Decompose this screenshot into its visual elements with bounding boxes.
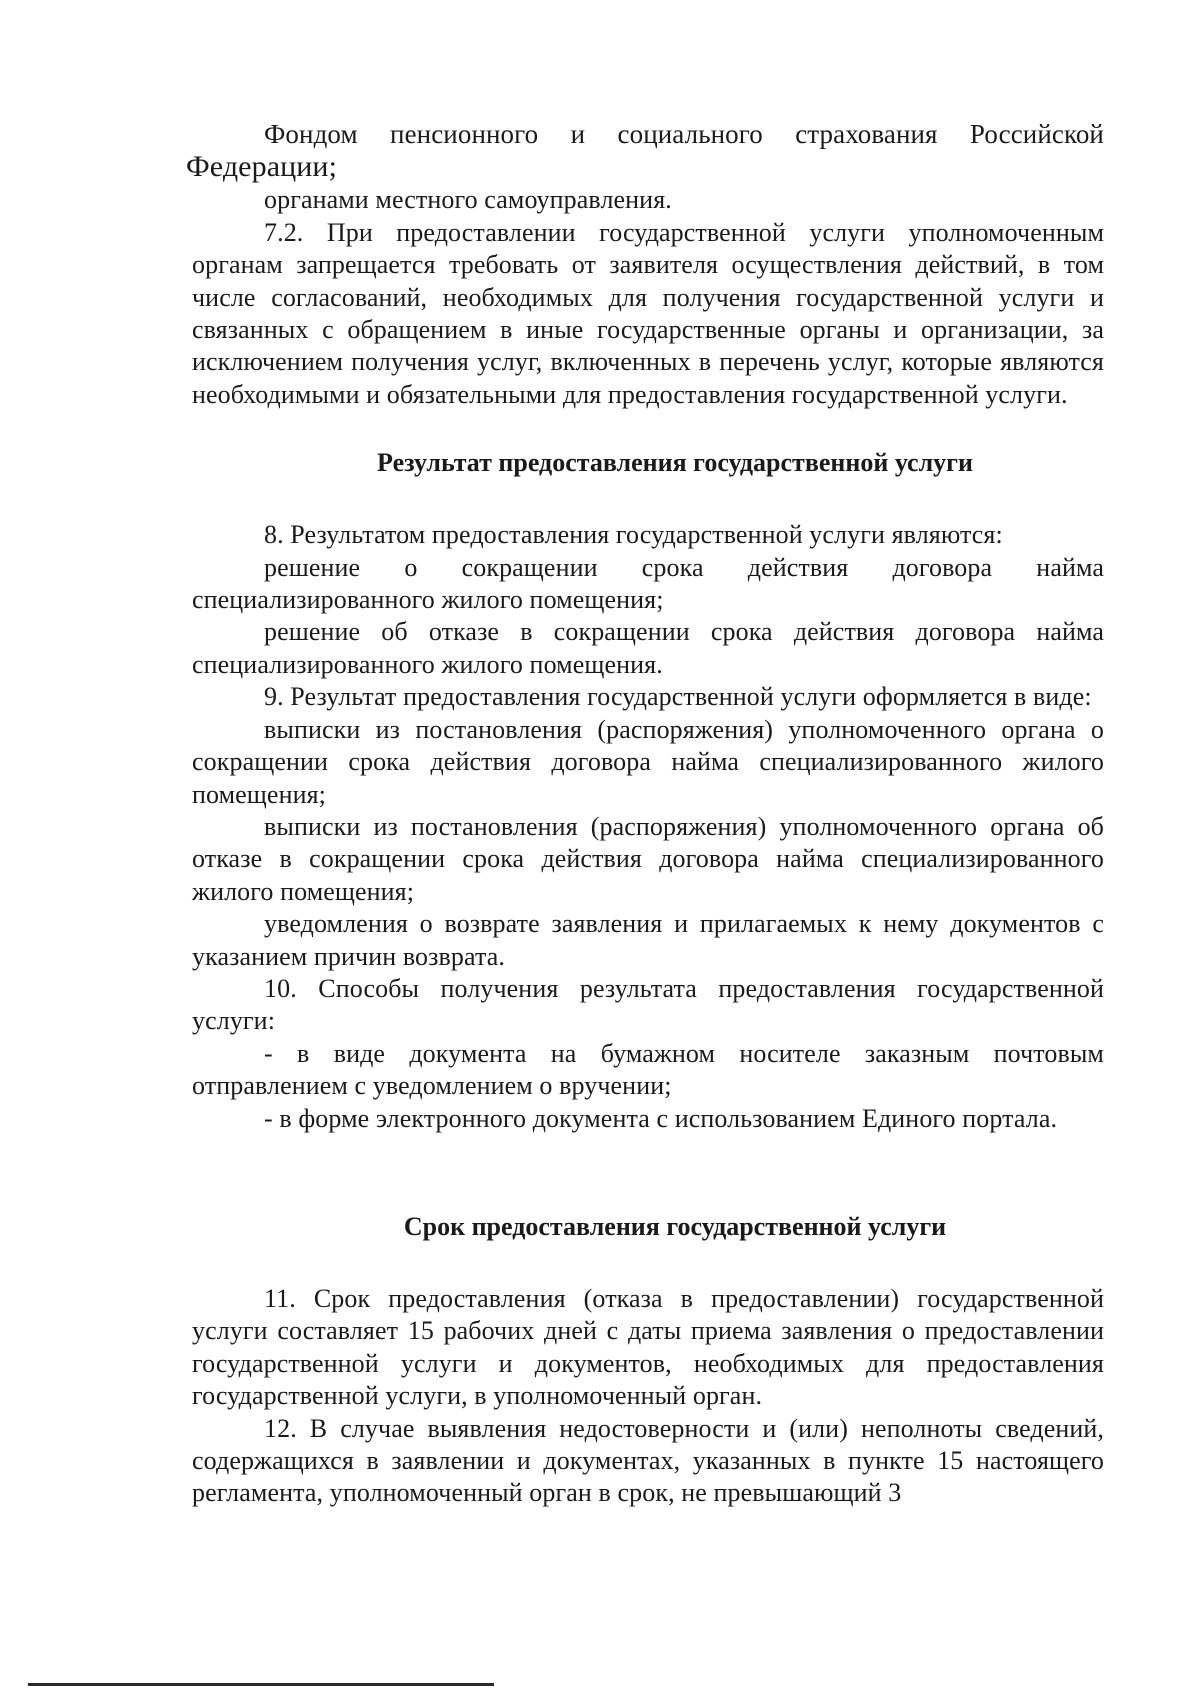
section1-paragraph: 8. Результатом предоставления государственной услуги являются: <box>264 520 1003 550</box>
intro-line-1: Фондом пенсионного и социального страхования Российской <box>264 119 1104 149</box>
intro-paragraph-2: органами местного самоуправления. <box>264 185 672 215</box>
section1-paragraph: выписки из постановления (распоряжения) уполномоченного органа об отказе в сокращении срока действия договора найма специализированного жилого помещения; <box>192 811 1104 906</box>
section2-paragraph: 11. Срок предоставления (отказа в предоставлении) государственной услуги составляет 15 рабочих дней с даты приема заявления о предоставлении государственной услуги и документов, необходимых для предоставления государственной услуги, в уполномоченный орган. <box>192 1283 1104 1411</box>
section1-paragraph: уведомления о возврате заявления и прилагаемых к нему документов с указанием причин возврата. <box>192 909 1104 971</box>
section1-paragraph: решение о сокращении срока действия договора найма специализированного жилого помещения; <box>192 552 1104 615</box>
section-heading-result: Результат предоставления государственной услуги <box>377 448 973 478</box>
footer-rule <box>28 1683 494 1686</box>
section1-paragraph: решение об отказе в сокращении срока действия договора найма специализированного жилого помещения. <box>192 617 1104 679</box>
section1-paragraph: 9. Результат предоставления государственной услуги оформляется в виде: <box>264 682 1092 712</box>
section-heading-term: Срок предоставления государственной услуги <box>403 1211 947 1241</box>
section1-paragraph: - в виде документа на бумажном носителе заказным почтовым отправлением с уведомлением о вручении; <box>192 1038 1104 1101</box>
document-page <box>186 118 1104 1510</box>
section1-paragraph: выписки из постановления (распоряжения) уполномоченного органа о сокращении срока действия договора найма специализированного жилого помещения; <box>192 714 1104 809</box>
section1-paragraph: 10. Способы получения результата предоставления государственной услуги: <box>192 973 1104 1036</box>
section2-paragraph: 12. В случае выявления недостоверности и (или) неполноты сведений, содержащихся в заявлении и документах, указанных в пункте 15 настоящего регламента, уполномоченный орган в срок, не превышающий 3 <box>192 1413 1104 1508</box>
intro-paragraph-3: 7.2. При предоставлении государственной услуги уполномоченным органам запрещается требовать от заявителя осуществления действий, в том числе согласований, необходимых для получения государственной услуги и связанных с обращением в иные государственные органы и организации, за исключением получения услуг, включенных в перечень услуг, которые являются необходимыми и обязательными для предоставления государственной услуги. <box>192 217 1104 409</box>
intro-line-2: Федерации; <box>186 150 338 184</box>
section1-paragraph: - в форме электронного документа с использованием Единого портала. <box>264 1103 1058 1133</box>
